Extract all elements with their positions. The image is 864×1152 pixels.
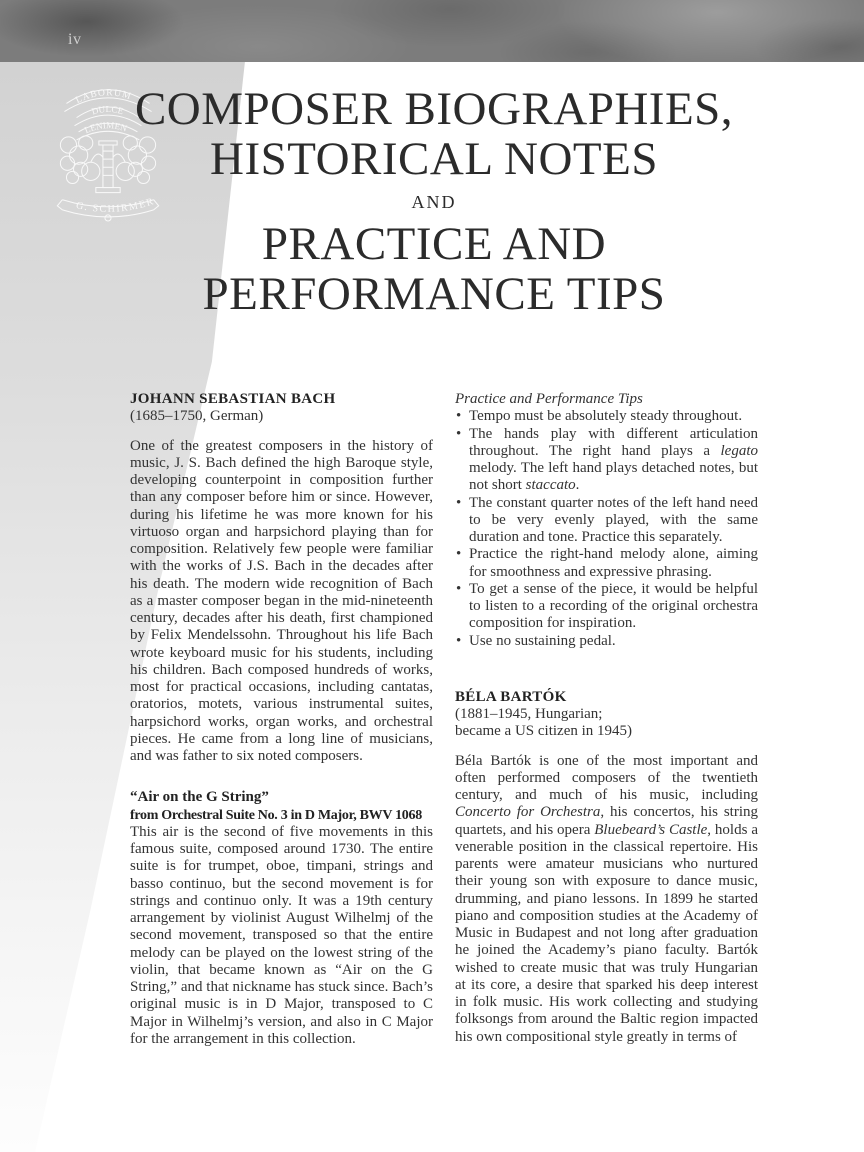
- practice-tips-list: [455, 408, 758, 650]
- page-title-block: [110, 84, 758, 319]
- crest-publisher-name: G. SCHIRMER: [74, 195, 157, 215]
- bartok-heading: BÉLA BARTÓK: [455, 688, 567, 705]
- page-number: iv: [68, 31, 82, 48]
- bartok-dates-line-2: became a US citizen in 1945): [455, 723, 633, 740]
- bach-heading: JOHANN SEBASTIAN BACH: [130, 391, 336, 407]
- tip-item: • Tempo must be absolutely steady throughout.: [455, 408, 758, 425]
- right-column: [455, 391, 758, 1048]
- title-connector: AND: [411, 192, 457, 212]
- crest-motto-word2: DULCE: [90, 104, 125, 117]
- bartok-section: [455, 689, 758, 1046]
- text-columns: [130, 391, 758, 1048]
- bartok-dates-line-1: (1881–1945, Hungarian;: [455, 706, 603, 722]
- air-piece-title: “Air on the G String”: [130, 789, 269, 806]
- header-texture-band: [0, 0, 864, 62]
- title-line-4: PERFORMANCE TIPS: [202, 268, 666, 320]
- air-piece-subtitle: from Orchestral Suite No. 3 in D Major, BWV 1068: [130, 807, 422, 823]
- title-line-2: HISTORICAL NOTES: [210, 133, 658, 185]
- air-on-g-string-section: [130, 789, 433, 1048]
- tip-item: • To get a sense of the piece, it would be helpful to listen to a recording of the original orchestra composition for inspiration.: [455, 581, 758, 633]
- tip-item: • Use no sustaining pedal.: [455, 633, 758, 650]
- title-line-3: PRACTICE AND: [261, 218, 607, 270]
- title-line-1: COMPOSER BIOGRAPHIES,: [134, 83, 734, 135]
- bach-biography-paragraph: One of the greatest composers in the history of music, J. S. Bach defined the high Baroque style, developing counterpoint in composition further than any composer before him or since. However, during his lifetime he was more known for his virtuoso organ and harpsichord playing than for composition. Relatively few people were familiar with the works of J.S. Bach in the decades after his death. The modern wide recognition of Bach as a master composer began in the mid-nineteenth century, decades after his death, first championed by Felix Mendelssohn. Throughout his life Bach wrote keyboard music for his students, including his children. Bach composed hundreds of works, most for practical occasions, including cantatas, oratorios, motets, various instrumental suites, harpsichord works, organ works, and orchestral pieces. He came from a long line of musicians, and was father to six noted composers.: [130, 437, 433, 764]
- bartok-biography-paragraph: Béla Bartók is one of the most important and often performed composers of the twentieth century, and much of his music, including Concerto for Orchestra, his concertos, his string quartets, and his opera Bluebeard’s Castle, holds a venerable position in the classical repertoire. His parents were amateur musicians who nurtured their young son with exposure to dance music, drumming, and piano lessons. In 1899 he started piano and composition studies at the Academy of Music in Budapest and not long after graduation he joined the Academy’s piano faculty. Bartók wished to create music that was truly Hungarian at its core, a desire that sparked his deep interest in folk music. His work collecting and studying folksongs from around the Baltic region impacted his own compositional style greatly in terms of: [455, 752, 758, 1045]
- bach-dates: (1685–1750, German): [130, 408, 264, 425]
- tip-item: • The constant quarter notes of the left hand need to be very evenly played, with the same duration and tone. Practice this separately.: [455, 495, 758, 547]
- left-column: [130, 391, 433, 1048]
- practice-tips-heading: Practice and Performance Tips: [455, 391, 643, 407]
- crest-motto-word1: LABORUM: [73, 87, 133, 106]
- tip-item: • The hands play with different articulation throughout. The right hand plays a legato melody. The left hand plays detached notes, but not short staccato.: [455, 426, 758, 495]
- air-notes-paragraph: This air is the second of five movements in this famous suite, composed around 1730. The entire suite is for trumpet, oboe, timpani, strings and basso continuo, but the second movement is for strings and continuo only. It was a 19th century arrangement by violinist August Wilhelmj of the second movement, transposed so that the entire melody can be played on the lowest string of the violin, that became known as “Air on the G String,” and that nickname has stuck since. Bach’s original music is in D Major, transposed to C Major in Wilhelmj’s version, and also in C Major for the arrangement in this collection.: [130, 823, 433, 1047]
- crest-motto-word3: LENIMEN: [82, 120, 129, 136]
- tip-item: • Practice the right-hand melody alone, aiming for smoothness and expressive phrasing.: [455, 546, 758, 581]
